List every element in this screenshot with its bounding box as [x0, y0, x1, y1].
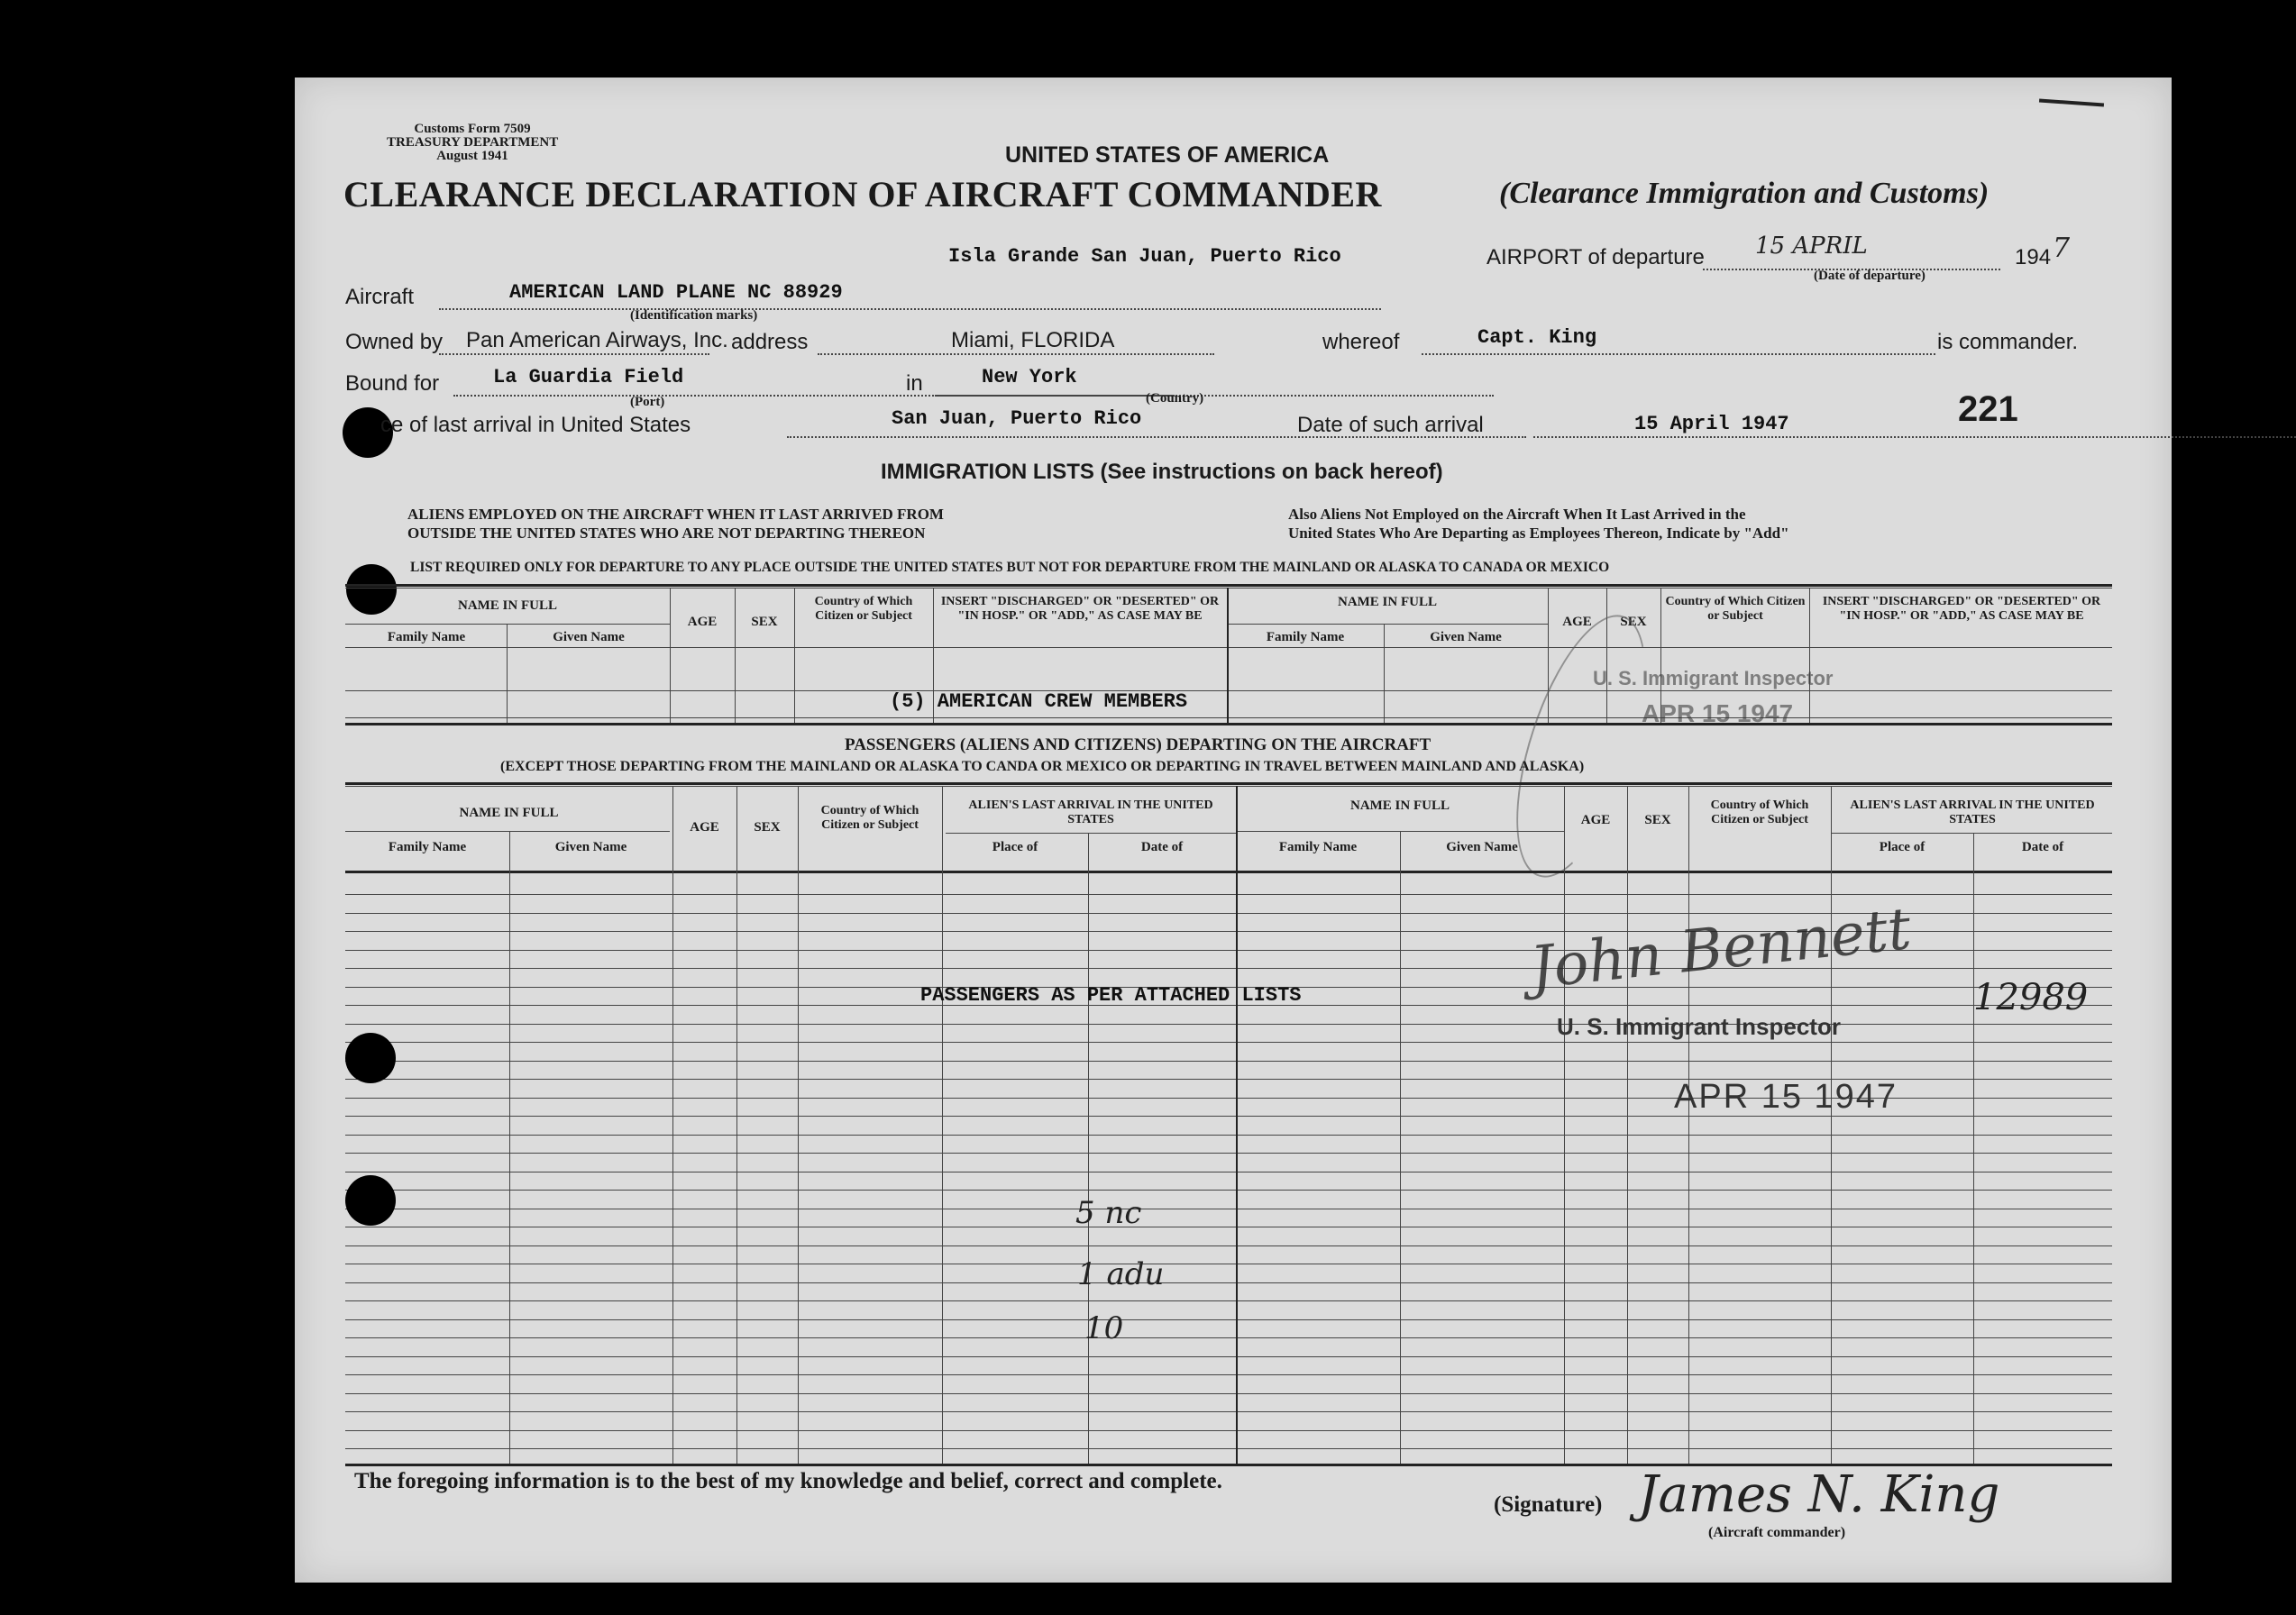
row-rule	[345, 1374, 2112, 1375]
aircraft-caption: (Identification marks)	[630, 308, 758, 323]
pcol-sex-right: SEX	[1644, 813, 1671, 827]
pcol-country-right: Country of Which Citizen or Subject	[1710, 798, 1809, 826]
row-rule	[345, 1190, 2112, 1191]
row-rule	[345, 1356, 2112, 1357]
row-rule	[345, 1411, 2112, 1412]
immigration-heading: IMMIGRATION LISTS (See instructions on back hereof)	[881, 460, 1443, 484]
col-insert-status-right: INSERT "DISCHARGED" OR "DESERTED" OR "IN HOSP." OR "ADD," AS CASE MAY BE	[1822, 595, 2101, 623]
signature-label: (Signature)	[1494, 1492, 1603, 1517]
col-family-name: Family Name	[387, 630, 466, 644]
row-rule	[345, 1245, 2112, 1246]
row-rule	[345, 1024, 2112, 1025]
row-rule	[345, 1393, 2112, 1394]
commander-signature: James N. King	[1638, 1465, 2000, 1524]
whereof-label: whereof	[1322, 330, 1400, 354]
commander-value: Capt. King	[1477, 326, 1597, 349]
aircraft-label: Aircraft	[345, 285, 415, 309]
margin-mark	[2039, 98, 2104, 106]
row-rule	[345, 1337, 2112, 1338]
list-required-note: LIST REQUIRED ONLY FOR DEPARTURE TO ANY PLACE OUTSIDE THE UNITED STATES BUT NOT FOR DEPARTURE FROM THE MAINLAND OR ALASKA TO CANADA OR MEXICO	[410, 560, 1610, 575]
passengers-entry: PASSENGERS AS PER ATTACHED LISTS	[920, 984, 1302, 1007]
passengers-subheading: (EXCEPT THOSE DEPARTING FROM THE MAINLAND OR ALASKA TO CANDA OR MEXICO OR DEPARTING IN TRAVEL BETWEEN MAINLAND AND ALASKA)	[500, 759, 1585, 774]
row-rule	[345, 1448, 2112, 1449]
pcol-last-arrival-right: ALIEN'S LAST ARRIVAL IN THE UNITED STATES	[1850, 798, 2095, 826]
form-sheet	[295, 78, 2172, 1583]
pcol-place-of: Place of	[992, 840, 1038, 854]
form-subtitle: (Clearance Immigration and Customs)	[1499, 177, 1990, 210]
declaration-text: The foregoing information is to the best of my knowledge and belief, correct and complete.	[354, 1469, 1222, 1493]
country-caption: (Country)	[1146, 391, 1204, 406]
commander-suffix: is commander.	[1937, 330, 2079, 354]
passengers-heading: PASSENGERS (ALIENS AND CITIZENS) DEPARTING ON THE AIRCRAFT	[845, 735, 1432, 754]
col-family-name-right: Family Name	[1266, 630, 1345, 644]
pcol-age-right: AGE	[1580, 813, 1611, 827]
col-given-name: Given Name	[553, 630, 625, 644]
pcol-given-name: Given Name	[554, 840, 627, 854]
arrival-date-value: 15 April 1947	[1634, 413, 1789, 435]
small-inspector-stamp: U. S. Immigrant Inspector	[1593, 667, 1834, 689]
pcol-last-arrival: ALIEN'S LAST ARRIVAL IN THE UNITED STATES	[968, 798, 1213, 826]
inspector-stamp-date: APR 15 1947	[1674, 1078, 1898, 1116]
airport-of-departure-label: AIRPORT of departure	[1486, 245, 1705, 269]
signature-caption: (Aircraft commander)	[1708, 1525, 1846, 1540]
pcol-date-of-right: Date of	[2021, 840, 2064, 854]
form-title: CLEARANCE DECLARATION OF AIRCRAFT COMMANDER	[343, 174, 1382, 214]
arrival-date-label: Date of such arrival	[1297, 413, 1484, 437]
pcol-sex: SEX	[754, 820, 781, 835]
address-value: Miami, FLORIDA	[951, 328, 1115, 352]
row-rule	[345, 1042, 2112, 1043]
col-country-right: Country of Which Citizen or Subject	[1665, 595, 1806, 623]
form-number: Customs Form 7509	[414, 122, 531, 136]
tally-3: 10	[1084, 1310, 1124, 1346]
col-insert-status: INSERT "DISCHARGED" OR "DESERTED" OR "IN HOSP." OR "ADD," AS CASE MAY BE	[940, 595, 1220, 623]
crew-entry: (5) AMERICAN CREW MEMBERS	[890, 690, 1188, 713]
country-heading: UNITED STATES OF AMERICA	[1005, 142, 1330, 168]
owned-by-label: Owned by	[345, 330, 444, 354]
inspector-signature: John Bennett	[1527, 896, 1915, 1002]
last-arrival-place-value: San Juan, Puerto Rico	[892, 407, 1142, 430]
departure-date-value: 15 APRIL	[1755, 233, 1868, 260]
pcol-name-in-full: NAME IN FULL	[459, 806, 559, 820]
in-label: in	[906, 371, 923, 396]
row-rule	[345, 1135, 2112, 1136]
airport-of-departure-value: Isla Grande San Juan, Puerto Rico	[948, 245, 1341, 268]
tally-1: 5 nc	[1075, 1195, 1142, 1231]
address-label: address	[731, 330, 809, 354]
small-stamp-date: APR 15 1947	[1642, 699, 1794, 727]
row-rule	[345, 894, 2112, 895]
pcol-date-of: Date of	[1140, 840, 1184, 854]
row-rule	[345, 1319, 2112, 1320]
pcol-country: Country of Which Citizen or Subject	[820, 804, 919, 832]
inspector-stamp-title: U. S. Immigrant Inspector	[1557, 1013, 1841, 1040]
port-value: La Guardia Field	[493, 366, 684, 388]
last-arrival-label: ce of last arrival in United States	[380, 413, 691, 437]
bound-for-label: Bound for	[345, 371, 440, 396]
col-sex: SEX	[751, 615, 778, 629]
form-number-block	[387, 123, 558, 163]
owner-value: Pan American Airways, Inc.	[466, 328, 728, 352]
pcol-age: AGE	[690, 820, 719, 835]
col-name-in-full: NAME IN FULL	[457, 598, 557, 613]
row-rule	[345, 1153, 2112, 1154]
pcol-family-name-right: Family Name	[1278, 840, 1358, 854]
row-rule	[345, 1061, 2112, 1062]
pcol-family-name: Family Name	[388, 840, 467, 854]
row-rule	[345, 1430, 2112, 1431]
bound-country-value: New York	[982, 366, 1077, 388]
year-prefix: 194	[2015, 245, 2052, 269]
row-rule	[345, 1300, 2112, 1301]
tally-2: 1 adu	[1077, 1256, 1165, 1292]
col-age: AGE	[687, 615, 718, 629]
pcol-given-name-right: Given Name	[1446, 840, 1518, 854]
margin-number: 12989	[1973, 977, 2089, 1018]
col-given-name-right: Given Name	[1430, 630, 1502, 644]
port-caption: (Port)	[630, 395, 665, 409]
aliens-note-left: ALIENS EMPLOYED ON THE AIRCRAFT WHEN IT LAST ARRIVED FROM OUTSIDE THE UNITED STATES WHO ARE NOT DEPARTING THEREON	[407, 506, 944, 542]
row-rule	[345, 1282, 2112, 1283]
pcol-place-of-right: Place of	[1879, 840, 1926, 854]
department: TREASURY DEPARTMENT	[387, 135, 559, 150]
aircraft-value: AMERICAN LAND PLANE NC 88929	[509, 281, 843, 304]
col-name-in-full-right: NAME IN FULL	[1337, 595, 1437, 609]
pcol-name-in-full-right: NAME IN FULL	[1349, 798, 1450, 813]
departure-date-caption: (Date of departure)	[1814, 269, 1926, 283]
punch-hole	[345, 1033, 396, 1083]
year-suffix: 7	[2053, 233, 2071, 264]
aliens-note-right: Also Aliens Not Employed on the Aircraft When It Last Arrived in the United States Who Are Departing as Employees Thereon, Indicate by "Add"	[1288, 506, 1789, 542]
col-age-right: AGE	[1562, 615, 1592, 629]
col-sex-right: SEX	[1620, 615, 1647, 629]
record-number: 221	[1958, 389, 2018, 429]
form-edition: August 1941	[436, 149, 508, 163]
punch-hole	[345, 1175, 396, 1226]
col-country: Country of Which Citizen or Subject	[814, 595, 913, 623]
